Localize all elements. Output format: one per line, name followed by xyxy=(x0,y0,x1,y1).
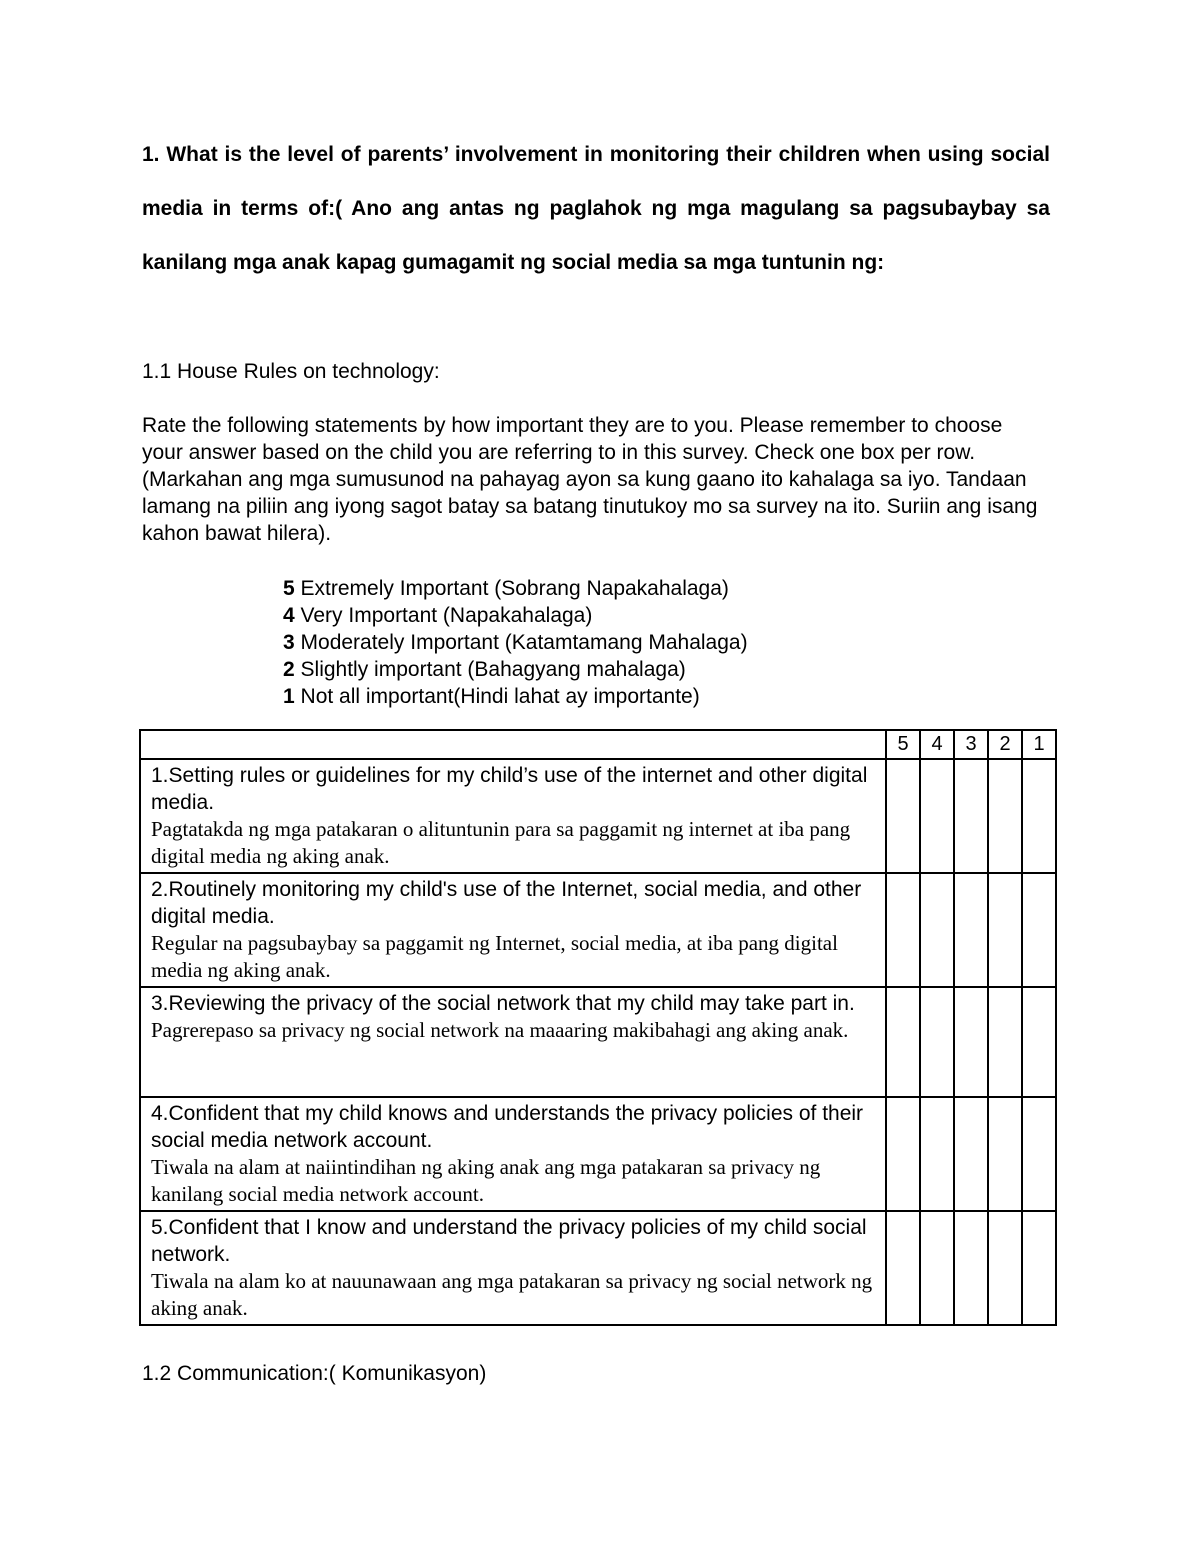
rating-checkbox-5[interactable] xyxy=(886,1211,920,1325)
statement-cell xyxy=(140,1097,886,1211)
statement-english: 2.Routinely monitoring my child's use of the Internet, social media, and other digital media. xyxy=(151,878,862,928)
section-title-house-rules: 1.1 House Rules on technology: xyxy=(142,360,440,383)
rating-checkbox-3[interactable] xyxy=(954,1211,988,1325)
table-row xyxy=(140,873,1056,987)
rating-checkbox-5[interactable] xyxy=(886,759,920,873)
rating-checkbox-5[interactable] xyxy=(886,987,920,1097)
rating-instructions: Rate the following statements by how important they are to you. Please remember to choose your answer based on the child you are referring to in this survey. Check one box per row. (Markahan ang mga sumusunod na pahayag ayon sa kung gaano ito kahalaga sa iyo. Tandaan lamang na piliin ang iyong sagot batay sa batang tinutukoy mo sa survey na ito. Suriin ang isang kahon bawat hilera). xyxy=(142,414,1038,545)
rating-checkbox-4[interactable] xyxy=(920,873,954,987)
rating-checkbox-1[interactable] xyxy=(1022,873,1056,987)
rating-checkbox-1[interactable] xyxy=(1022,759,1056,873)
column-header-4: 4 xyxy=(920,730,954,759)
statement-english: 4.Confident that my child knows and understands the privacy policies of their social media network account. xyxy=(151,1102,864,1152)
statement-english: 5.Confident that I know and understand the privacy policies of my child social network. xyxy=(151,1216,867,1266)
table-row xyxy=(140,1097,1056,1211)
scale-number: 3 xyxy=(283,631,295,654)
rating-scale-legend xyxy=(283,575,748,710)
rating-checkbox-1[interactable] xyxy=(1022,1097,1056,1211)
rating-checkbox-4[interactable] xyxy=(920,987,954,1097)
rating-checkbox-4[interactable] xyxy=(920,1211,954,1325)
rating-checkbox-2[interactable] xyxy=(988,1097,1022,1211)
table-row xyxy=(140,759,1056,873)
scale-item xyxy=(283,629,748,656)
rating-checkbox-5[interactable] xyxy=(886,1097,920,1211)
scale-label: Moderately Important (Katamtamang Mahalaga) xyxy=(294,631,748,654)
statement-filipino: Pagrerepaso sa privacy ng social network na maaaring makibahagi ang aking anak. xyxy=(151,1018,849,1042)
scale-item xyxy=(283,683,748,710)
rating-checkbox-3[interactable] xyxy=(954,1097,988,1211)
statement-filipino: Tiwala na alam ko at nauunawaan ang mga patakaran sa privacy ng social network ng aking anak. xyxy=(151,1269,873,1320)
rating-checkbox-3[interactable] xyxy=(954,987,988,1097)
scale-number: 4 xyxy=(283,604,295,627)
rating-checkbox-4[interactable] xyxy=(920,759,954,873)
statement-english: 3.Reviewing the privacy of the social network that my child may take part in. xyxy=(151,992,855,1015)
rating-checkbox-5[interactable] xyxy=(886,873,920,987)
statement-cell xyxy=(140,987,886,1097)
scale-number: 5 xyxy=(283,577,295,600)
rating-checkbox-4[interactable] xyxy=(920,1097,954,1211)
scale-item xyxy=(283,656,748,683)
column-header-2: 2 xyxy=(988,730,1022,759)
scale-number: 1 xyxy=(283,685,295,708)
scale-label: Not all important(Hindi lahat ay importante) xyxy=(294,685,700,708)
table-header-row xyxy=(140,730,1056,759)
header-blank-cell xyxy=(140,730,886,759)
statement-filipino: Regular na pagsubaybay sa paggamit ng Internet, social media, at iba pang digital media ng aking anak. xyxy=(151,931,838,982)
statement-english: 1.Setting rules or guidelines for my child’s use of the internet and other digital media. xyxy=(151,764,868,814)
section-title-communication: 1.2 Communication:( Komunikasyon) xyxy=(142,1362,487,1385)
scale-label: Slightly important (Bahagyang mahalaga) xyxy=(294,658,686,681)
column-header-3: 3 xyxy=(954,730,988,759)
rating-checkbox-2[interactable] xyxy=(988,873,1022,987)
statement-cell xyxy=(140,1211,886,1325)
rating-checkbox-2[interactable] xyxy=(988,759,1022,873)
rating-table xyxy=(139,729,1057,1326)
rating-checkbox-3[interactable] xyxy=(954,759,988,873)
rating-checkbox-2[interactable] xyxy=(988,1211,1022,1325)
scale-number: 2 xyxy=(283,658,295,681)
column-header-5: 5 xyxy=(886,730,920,759)
scale-item xyxy=(283,602,748,629)
table-row xyxy=(140,987,1056,1097)
rating-checkbox-1[interactable] xyxy=(1022,1211,1056,1325)
statement-filipino: Pagtatakda ng mga patakaran o alituntunin para sa paggamit ng internet at iba pang digital media ng aking anak. xyxy=(151,817,851,868)
rating-checkbox-1[interactable] xyxy=(1022,987,1056,1097)
statement-cell xyxy=(140,759,886,873)
question-heading: 1. What is the level of parents’ involvement in monitoring their children when using social media in terms of:( Ano ang antas ng paglahok ng mga magulang sa pagsubaybay sa kanilang mga anak kapag gumagamit ng social media sa mga tuntunin ng: xyxy=(142,143,1050,274)
rating-checkbox-2[interactable] xyxy=(988,987,1022,1097)
rating-checkbox-3[interactable] xyxy=(954,873,988,987)
scale-label: Very Important (Napakahalaga) xyxy=(294,604,593,627)
column-header-1: 1 xyxy=(1022,730,1056,759)
statement-cell xyxy=(140,873,886,987)
statement-filipino: Tiwala na alam at naiintindihan ng aking anak ang mga patakaran sa privacy ng kanilang social media network account. xyxy=(151,1155,821,1206)
scale-item xyxy=(283,575,748,602)
table-row xyxy=(140,1211,1056,1325)
scale-label: Extremely Important (Sobrang Napakahalaga) xyxy=(294,577,729,600)
